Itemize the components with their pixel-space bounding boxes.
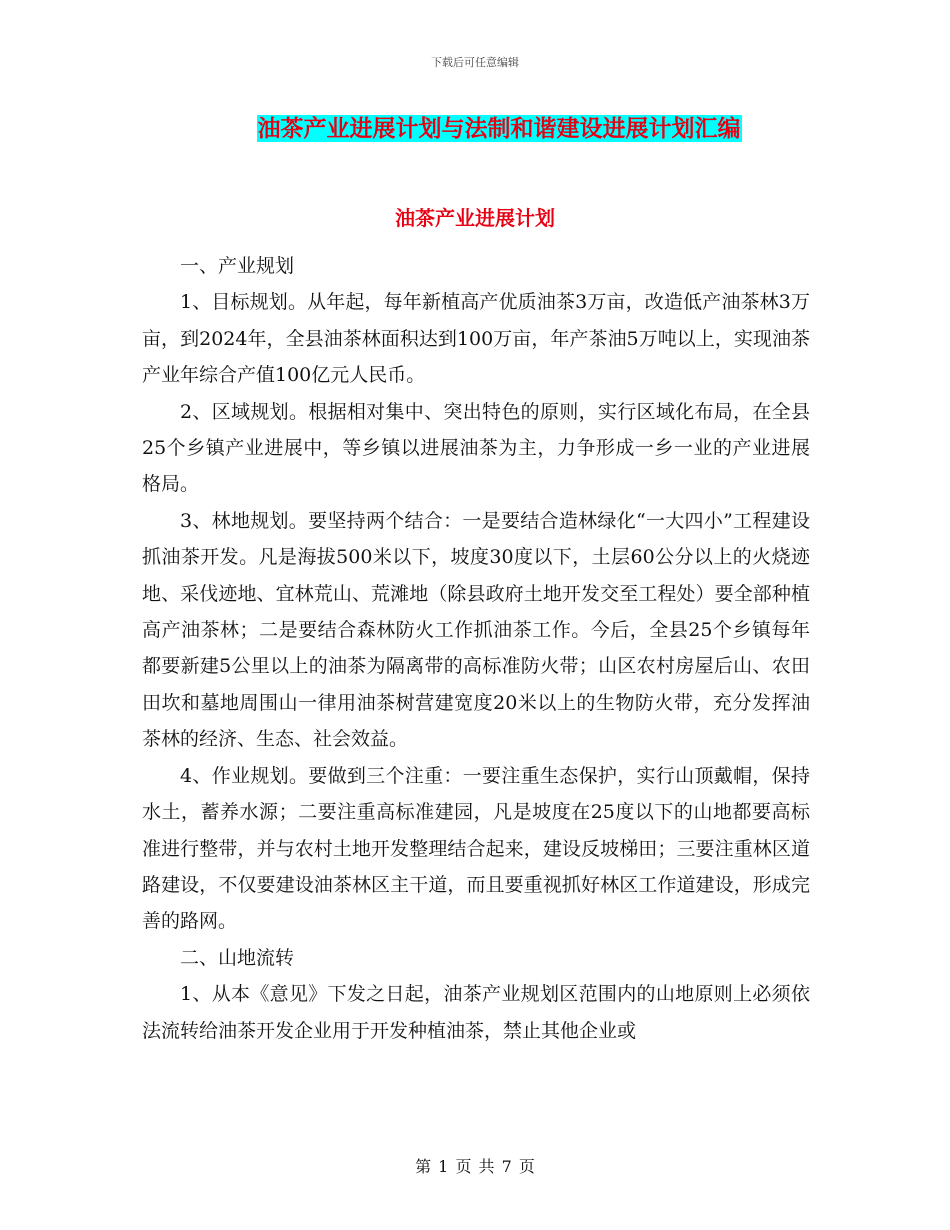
paragraph-target-planning: 1、目标规划。从年起，每年新植高产优质油茶3万亩，改造低产油茶林3万亩，到2024年，全县油茶林面积达到100万亩，年产茶油5万吨以上，实现油茶产业年综合产值100亿元人民币。: [142, 291, 810, 387]
document-body: [142, 248, 810, 1049]
header-note: 下载后可任意编辑: [431, 56, 519, 69]
paragraph-regional-planning: 2、区域规划。根据相对集中、突出特色的原则，实行区域化布局，在全县25个乡镇产业进展中，等乡镇以进展油茶为主，力争形成一乡一业的产业进展格局。: [142, 400, 810, 496]
document-title-text: 油茶产业进展计划与法制和谐建设进展计划汇编: [257, 115, 741, 142]
paragraph-forestland-planning: 3、林地规划。要坚持两个结合：一是要结合造林绿化“一大四小”工程建设抓油茶开发。凡是海拔500米以下，坡度30度以下，土层60公分以上的火烧迹地、采伐迹地、宜林荒山、荒滩地（除县政府土地开发交至工程处）要全部种植高产油茶林；二是要结合森林防火工作抓油茶工作。今后，全县25个乡镇每年都要新建5公里以上的油茶为隔离带的高标准防火带；山区农村房屋后山、农田田坎和墓地周围山一律用油茶树营建宽度20米以上的生物防火带，充分发挥油茶林的经济、生态、社会效益。: [142, 509, 810, 751]
document-title: [0, 112, 950, 146]
paragraph-operation-planning: 4、作业规划。要做到三个注重：一要注重生态保护，实行山顶戴帽，保持水土，蓄养水源；二要注重高标准建园，凡是坡度在25度以下的山地都要高标准进行整带，并与农村土地开发整理结合起来，建设反坡梯田；三要注重林区道路建设，不仅要建设油茶林区主干道，而且要重视抓好林区工作道建设，形成完善的路网。: [142, 764, 810, 933]
heading-industry-planning: 一、产业规划: [180, 255, 295, 277]
paragraph-land-transfer-1: 1、从本《意见》下发之日起，油茶产业规划区范围内的山地原则上必须依法流转给油茶开发企业用于开发种植油茶，禁止其他企业或: [142, 983, 810, 1042]
heading-land-transfer: 二、山地流转: [180, 946, 295, 969]
page-number-footer: 第 1 页 共 7 页: [415, 1157, 535, 1176]
section-title: 油茶产业进展计划: [395, 206, 555, 230]
